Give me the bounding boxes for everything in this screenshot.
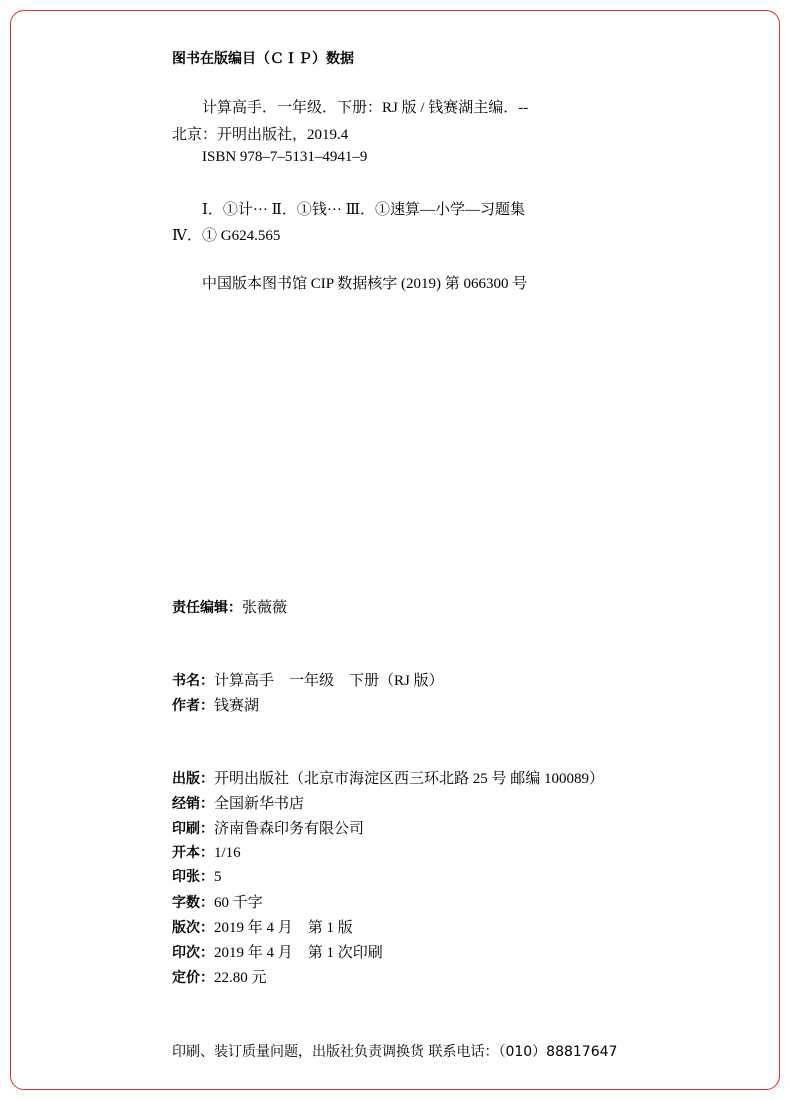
editor-row bbox=[172, 596, 287, 617]
book-title-label: 书名： bbox=[172, 673, 214, 689]
book-title-row bbox=[172, 669, 444, 690]
detail-label: 印刷： bbox=[172, 821, 214, 837]
cip-line-publisher: 北京：开明出版社，2019.4 bbox=[172, 127, 349, 143]
detail-label: 印张： bbox=[172, 869, 214, 885]
detail-printing-row bbox=[172, 941, 383, 962]
detail-value: 2019 年 4 月 第 1 版 bbox=[214, 920, 353, 936]
book-author-label: 作者： bbox=[172, 698, 214, 714]
detail-value: 22.80 元 bbox=[214, 970, 267, 986]
detail-label: 版次： bbox=[172, 920, 214, 936]
detail-publisher-row bbox=[172, 767, 604, 788]
detail-edition-row bbox=[172, 916, 353, 937]
cip-line-isbn: ISBN 978–7–5131–4941–9 bbox=[202, 149, 368, 165]
detail-sheets-row bbox=[172, 866, 222, 886]
footer-contact: 印刷、装订质量问题，出版社负责调换货 联系电话：（010）88817647 bbox=[172, 1044, 618, 1060]
cip-line-record: 中国版本图书馆 CIP 数据核字 (2019) 第 066300 号 bbox=[202, 276, 528, 292]
detail-value: 60 千字 bbox=[214, 895, 263, 911]
book-author-value: 钱赛湖 bbox=[214, 698, 260, 714]
detail-label: 印次： bbox=[172, 945, 214, 961]
detail-format-row bbox=[172, 842, 241, 862]
book-author-row bbox=[172, 694, 259, 715]
editor-label: 责任编辑： bbox=[172, 600, 242, 616]
detail-value: 济南鲁森印务有限公司 bbox=[214, 821, 365, 837]
detail-value: 开明出版社（北京市海淀区西三环北路 25 号 邮编 100089） bbox=[214, 771, 605, 787]
detail-value: 1/16 bbox=[214, 845, 241, 861]
detail-value: 全国新华书店 bbox=[214, 796, 305, 812]
editor-value: 张薇薇 bbox=[242, 600, 288, 616]
detail-printer-row bbox=[172, 817, 364, 838]
detail-label: 出版： bbox=[172, 771, 214, 787]
detail-wordcount-row bbox=[172, 891, 263, 912]
page-border bbox=[10, 10, 780, 1090]
book-title-value: 计算高手 一年级 下册（RJ 版） bbox=[214, 673, 444, 689]
cip-heading: 图书在版编目（ＣＩＰ）数据 bbox=[172, 51, 354, 67]
detail-label: 字数： bbox=[172, 895, 214, 911]
detail-value: 2019 年 4 月 第 1 次印刷 bbox=[214, 945, 383, 961]
detail-price-row bbox=[172, 966, 267, 987]
detail-distributor-row bbox=[172, 792, 304, 813]
detail-label: 经销： bbox=[172, 796, 214, 812]
cip-line-classification: Ⅰ．①计··· Ⅱ．①钱··· Ⅲ．①速算—小学—习题集 bbox=[202, 202, 526, 218]
cip-line-title: 计算高手．一年级．下册：RJ 版 / 钱赛湖主编．-- bbox=[202, 100, 529, 116]
detail-label: 定价： bbox=[172, 970, 214, 986]
detail-value: 5 bbox=[214, 869, 222, 885]
detail-label: 开本： bbox=[172, 845, 214, 861]
cip-line-callnumber: Ⅳ．① G624.565 bbox=[172, 228, 281, 244]
